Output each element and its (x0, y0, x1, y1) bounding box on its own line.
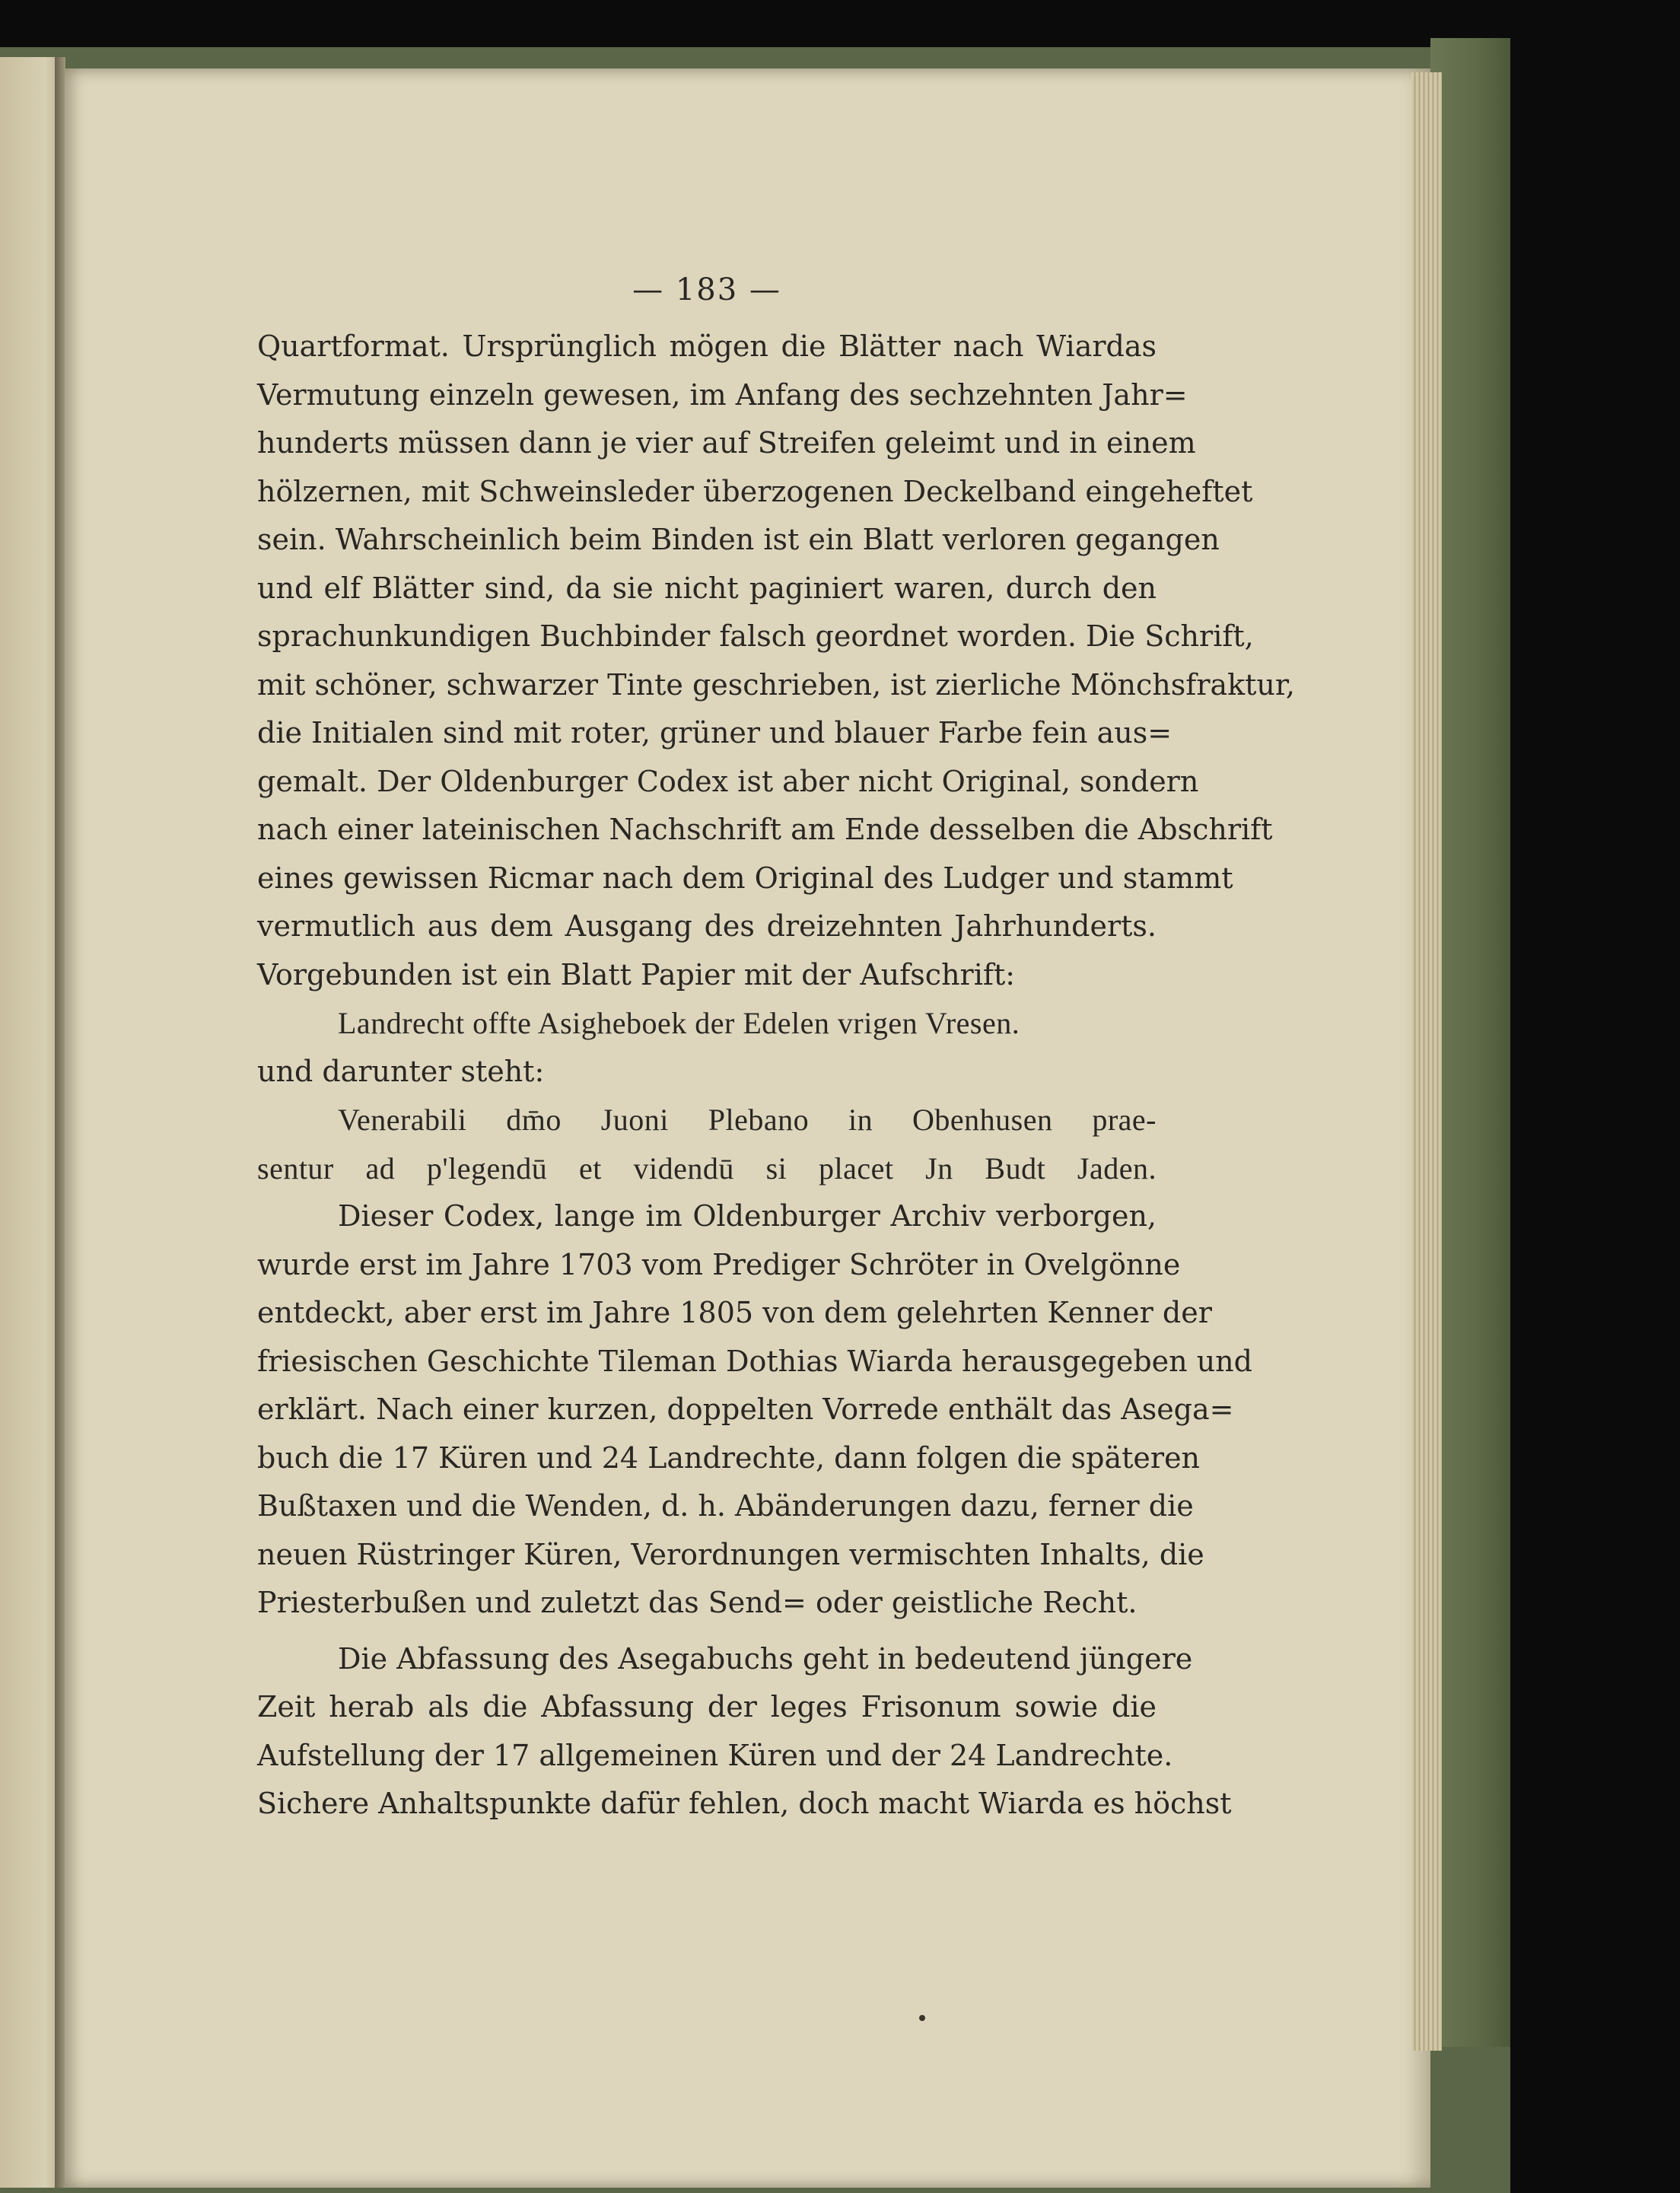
text-line: und darunter steht: (257, 1054, 545, 1088)
text-line: wurde erst im Jahre 1703 vom Prediger Schröter in Ovelgönne (257, 1247, 1181, 1281)
text-line: buch die 17 Küren und 24 Landrechte, dann folgen die späteren (257, 1440, 1201, 1475)
page-stack-edges (1411, 72, 1442, 2051)
quotation-dedication (257, 1096, 1157, 1192)
text-line: Venerabili dm̄o Juoni Plebano in Obenhusen prae- (338, 1103, 1157, 1137)
text-line: sprachunkundigen Buchbinder falsch geordnet worden. Die Schrift, (257, 619, 1254, 653)
text-line: und elf Blätter sind, da sie nicht paginiert waren, durch den (257, 571, 1157, 605)
ink-speck (919, 2015, 925, 2021)
paragraph-below-text (257, 1048, 1157, 1096)
text-line: vermutlich aus dem Ausgang des dreizehnten Jahrhunderts. (257, 909, 1157, 943)
text-line: Priesterbußen und zuletzt das Send= oder geistliche Recht. (257, 1586, 1138, 1619)
text-line: Die Abfassung des Asegabuchs geht in bedeutend jüngere (338, 1641, 1193, 1676)
page-number: — 183 — (632, 272, 781, 307)
book-spine-gutter (55, 57, 65, 2188)
text-line: neuen Rüstringer Küren, Verordnungen vermischten Inhalts, die (257, 1537, 1204, 1571)
text-line: nach einer lateinischen Nachschrift am Ende desselben die Abschrift (257, 813, 1273, 846)
text-line: friesischen Geschichte Tileman Dothias Wiarda herausgegeben und (257, 1344, 1252, 1378)
text-line: entdeckt, aber erst im Jahre 1805 von dem gelehrten Kenner der (257, 1296, 1212, 1329)
text-line: Dieser Codex, lange im Oldenburger Archiv verborgen, (338, 1199, 1157, 1233)
book-cover-edge (1430, 38, 1510, 2047)
text-line: erklärt. Nach einer kurzen, doppelten Vorrede enthält das Asega= (257, 1393, 1234, 1426)
paragraph-codex-history (257, 1192, 1252, 1628)
paragraph-dating (257, 1635, 1232, 1829)
quotation-title (257, 999, 1157, 1048)
text-line: sein. Wahrscheinlich beim Binden ist ein Blatt verloren gegangen (257, 523, 1220, 556)
text-line: eines gewissen Ricmar nach dem Original des Ludger und stammt (257, 861, 1233, 895)
text-line: Vorgebunden ist ein Blatt Papier mit der Aufschrift: (257, 957, 1016, 991)
text-line: Vermutung einzeln gewesen, im Anfang des sechzehnten Jahr= (257, 377, 1188, 412)
text-line: Aufstellung der 17 allgemeinen Küren und der 24 Landrechte. (257, 1738, 1173, 1772)
text-line: gemalt. Der Oldenburger Codex ist aber nicht Original, sondern (257, 764, 1199, 798)
text-line: mit schöner, schwarzer Tinte geschrieben, ist zierliche Mönchsfraktur, (257, 667, 1295, 702)
text-line: hunderts müssen dann je vier auf Streifen geleimt und in einem (257, 426, 1196, 460)
text-line: sentur ad p'legendū et videndū si placet Jn Budt Jaden. (257, 1151, 1157, 1186)
text-line: Quartformat. Ursprünglich mögen die Blätter nach Wiardas (257, 329, 1157, 363)
text-line: die Initialen sind mit roter, grüner und blauer Farbe fein aus= (257, 716, 1172, 750)
page-text-block (257, 272, 1295, 1829)
text-line: Zeit herab als die Abfassung der leges Frisonum sowie die (257, 1690, 1157, 1724)
paragraph-codex-description (257, 323, 1295, 999)
text-line: Sichere Anhaltspunkte dafür fehlen, doch macht Wiarda es höchst (257, 1787, 1232, 1820)
text-line: Landrecht offte Asigheboek der Edelen vrigen Vresen. (338, 1006, 1020, 1040)
text-line: hölzernen, mit Schweinsleder überzogenen Deckelband eingeheftet (257, 474, 1253, 508)
text-line: Bußtaxen und die Wenden, d. h. Abänderungen dazu, ferner die (257, 1489, 1194, 1523)
